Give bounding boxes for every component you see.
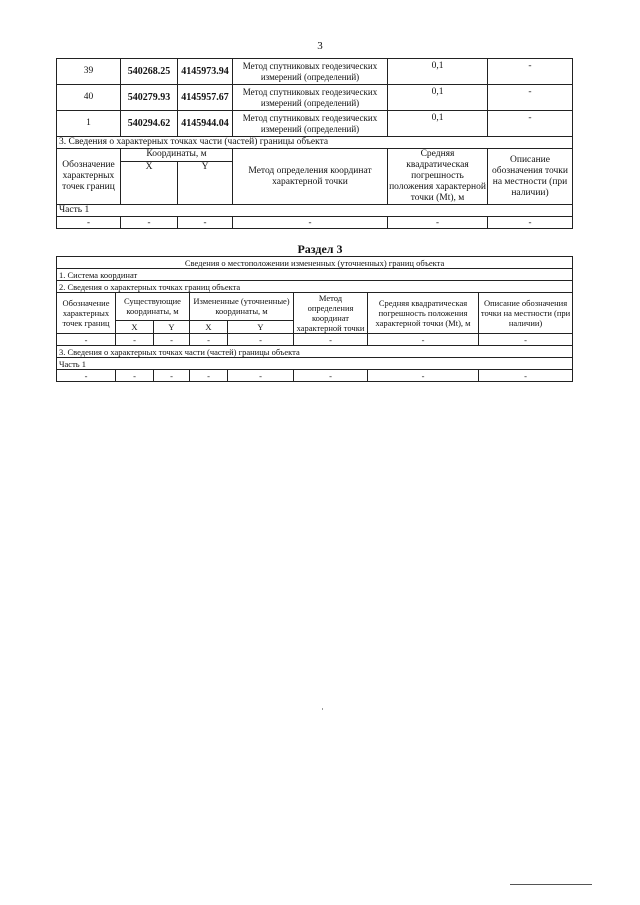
coord-y: 4145944.04 <box>178 111 233 137</box>
dash-cell: - <box>57 370 116 382</box>
part-label: Часть 1 <box>57 358 573 370</box>
point-number: 39 <box>57 59 121 85</box>
dash-cell: - <box>154 334 190 346</box>
coord-x: 540294.62 <box>121 111 178 137</box>
dash-cell: - <box>233 217 388 229</box>
error-value: 0,1 <box>388 59 488 85</box>
method: Метод спутниковых геодезических измерений (определений) <box>233 111 388 137</box>
table-row <box>57 85 573 111</box>
dash-cell: - <box>116 370 154 382</box>
footer-line <box>510 884 592 885</box>
dash-cell: - <box>228 334 294 346</box>
header-y: Y <box>154 320 190 333</box>
error-value: 0,1 <box>388 85 488 111</box>
header-coords: Координаты, м <box>121 149 233 162</box>
header-existing-coords: Существующие координаты, м <box>116 293 190 321</box>
dash-cell: - <box>368 370 479 382</box>
dash-cell: - <box>121 217 178 229</box>
header-x: X <box>121 161 178 204</box>
dash-cell: - <box>154 370 190 382</box>
description: - <box>488 85 573 111</box>
header-error: Средняя квадратическая погрешность положения характерной точки (Mt), м <box>368 293 479 334</box>
dash-cell: - <box>294 370 368 382</box>
table-row <box>57 59 573 85</box>
subsection-title: 3. Сведения о характерных точках части (частей) границы объекта <box>57 346 573 358</box>
coordinates-table <box>56 58 573 229</box>
error-value: 0,1 <box>388 111 488 137</box>
header-designation: Обозначение характерных точек границ <box>57 293 116 334</box>
part-label: Часть 1 <box>57 205 573 217</box>
changed-boundaries-table <box>56 256 573 382</box>
header-method: Метод определения координат характерной точки <box>294 293 368 334</box>
dash-cell: - <box>178 217 233 229</box>
dash-cell: - <box>388 217 488 229</box>
point-number: 1 <box>57 111 121 137</box>
coord-x: 540279.93 <box>121 85 178 111</box>
dash-cell: - <box>488 217 573 229</box>
header-y: Y <box>178 161 233 204</box>
dash-cell: - <box>228 370 294 382</box>
subsection-title: 1. Система координат <box>57 269 573 281</box>
header-method: Метод определения координат характерной точки <box>233 149 388 205</box>
dash-cell: - <box>57 217 121 229</box>
dash-cell: - <box>294 334 368 346</box>
dash-cell: - <box>57 334 116 346</box>
coord-y: 4145957.67 <box>178 85 233 111</box>
header-x: X <box>190 320 228 333</box>
dash-cell: - <box>190 334 228 346</box>
scan-speck <box>322 708 323 710</box>
header-description: Описание обозначения точки на местности (при наличии) <box>488 149 573 205</box>
dash-cell: - <box>116 334 154 346</box>
header-designation: Обозначение характерных точек границ <box>57 149 121 205</box>
dash-cell: - <box>479 334 573 346</box>
point-number: 40 <box>57 85 121 111</box>
subsection-title: 2. Сведения о характерных точках границ объекта <box>57 281 573 293</box>
dash-cell: - <box>479 370 573 382</box>
header-changed-coords: Измененные (уточненные) координаты, м <box>190 293 294 321</box>
header-y: Y <box>228 320 294 333</box>
header-error: Средняя квадратическая погрешность положения характерной точки (Mt), м <box>389 149 486 203</box>
table-title: Сведения о местоположении измененных (уточненных) границ объекта <box>57 257 573 269</box>
method: Метод спутниковых геодезических измерений (определений) <box>233 59 388 85</box>
subsection-title: 3. Сведения о характерных точках части (частей) границы объекта <box>57 137 573 149</box>
header-description: Описание обозначения точки на местности (при наличии) <box>479 293 573 334</box>
page-number: 3 <box>317 40 323 52</box>
dash-cell: - <box>368 334 479 346</box>
header-x: X <box>116 320 154 333</box>
description: - <box>488 59 573 85</box>
coord-y: 4145973.94 <box>178 59 233 85</box>
coord-x: 540268.25 <box>121 59 178 85</box>
section-title: Раздел 3 <box>297 242 343 256</box>
table-row <box>57 111 573 137</box>
description: - <box>488 111 573 137</box>
dash-cell: - <box>190 370 228 382</box>
method: Метод спутниковых геодезических измерений (определений) <box>233 85 388 111</box>
